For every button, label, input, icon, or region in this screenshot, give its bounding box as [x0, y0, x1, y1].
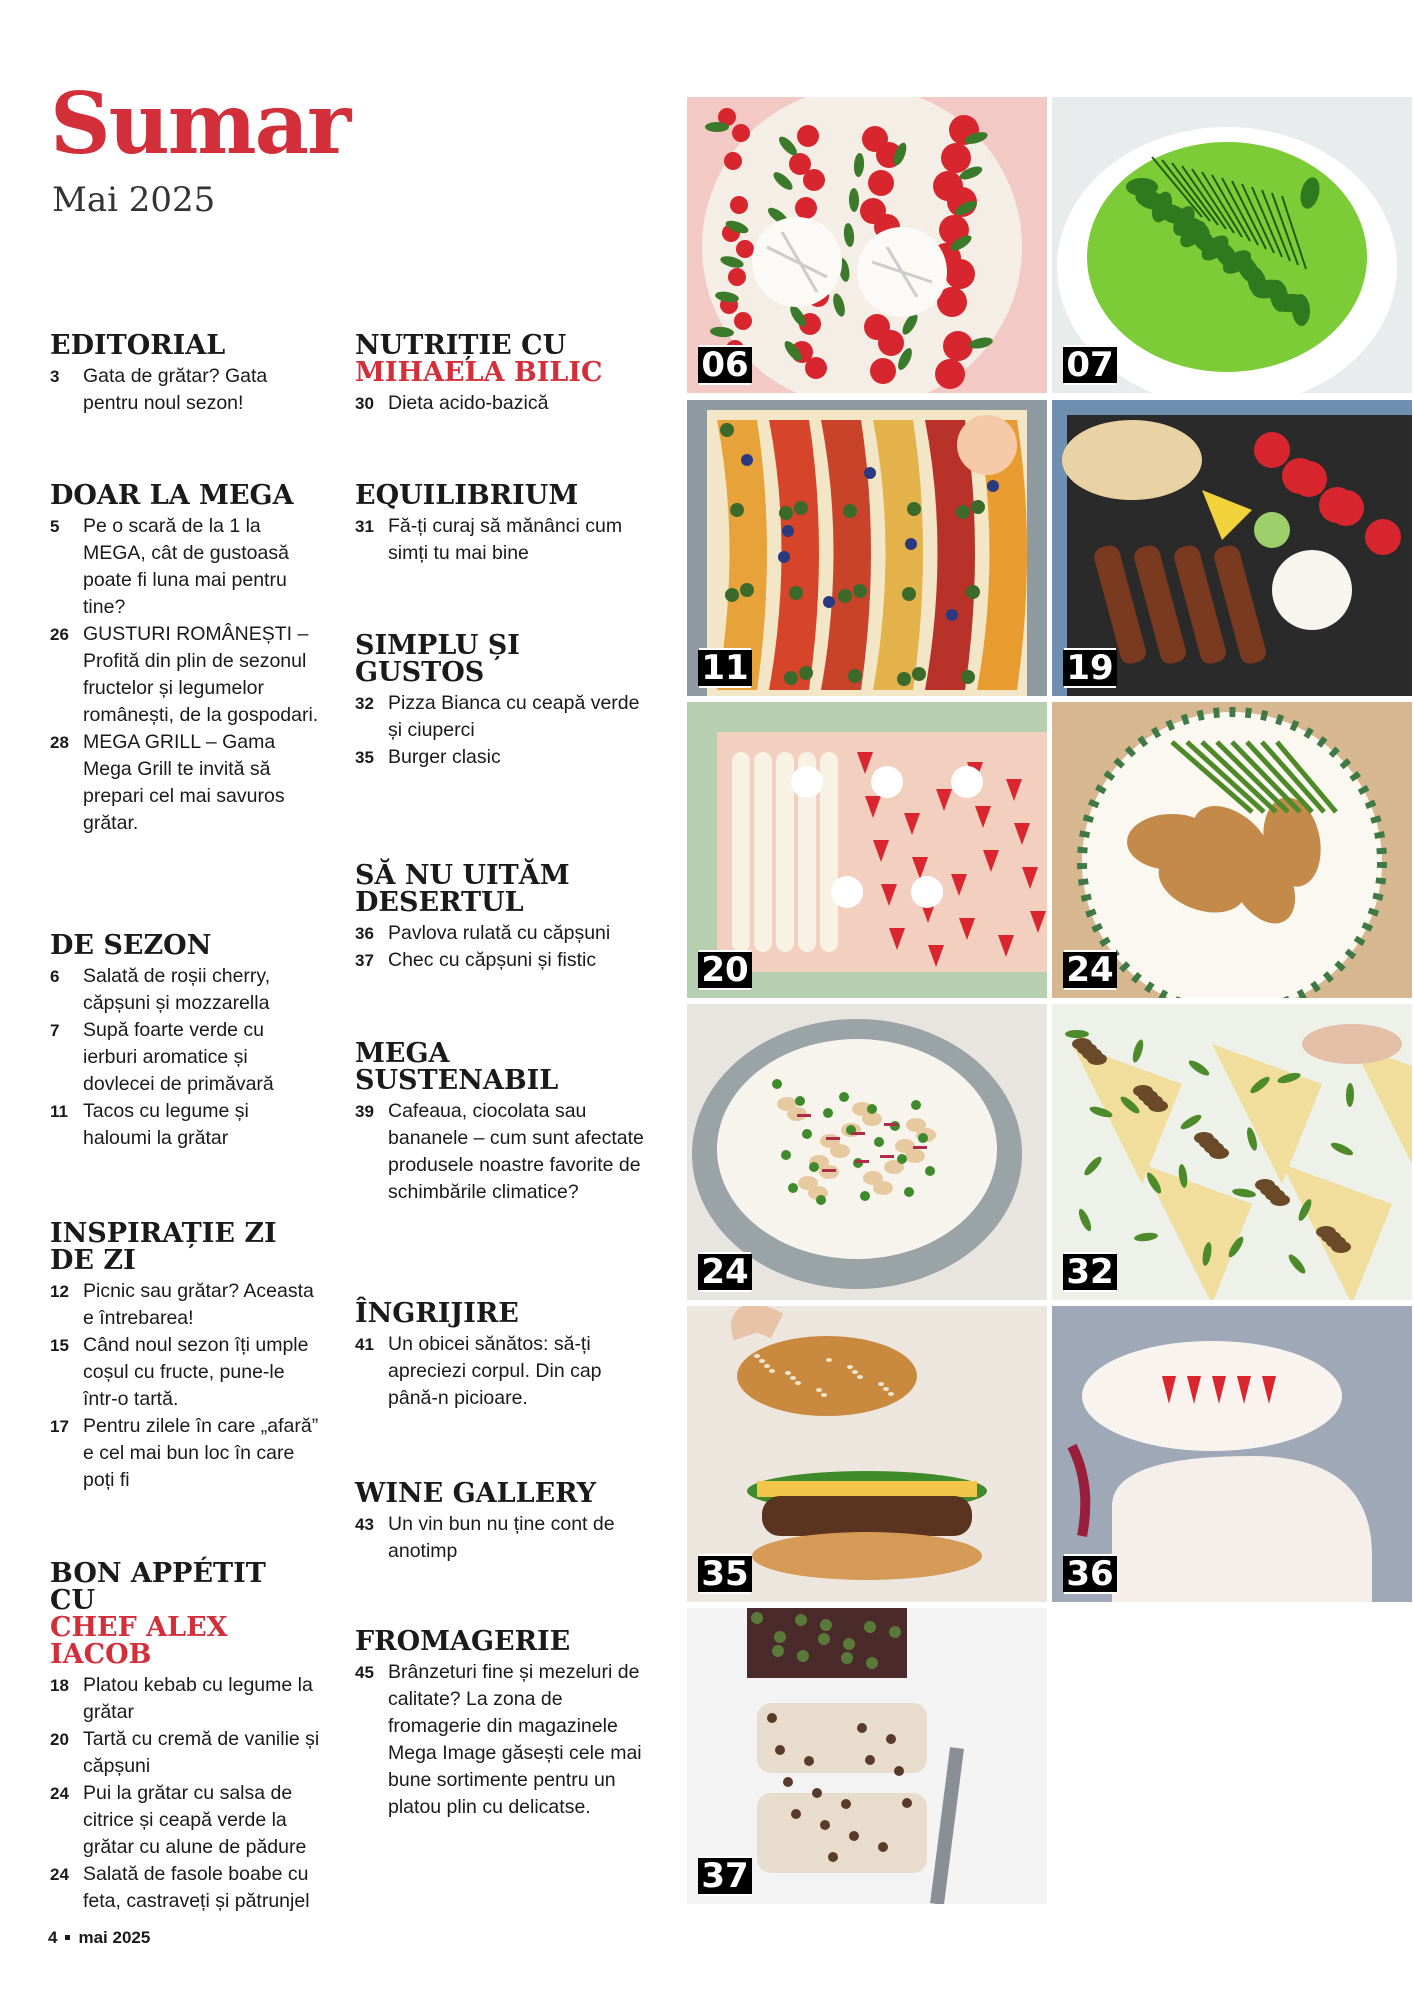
- section-title-text: EQUILIBRIUM: [355, 480, 579, 511]
- contents-entry[interactable]: [355, 1511, 645, 1565]
- section-title: [355, 482, 645, 509]
- photo-tacos-legume-haloumi[interactable]: [687, 400, 1047, 696]
- photo-platou-kebab[interactable]: [1052, 400, 1412, 696]
- section-title-text: BON APPÉTIT CU: [50, 1558, 266, 1616]
- entry-title: Pe o scară de la 1 la MEGA, cât de gustoasă poate fi luna mai pentru tine?: [83, 515, 289, 618]
- page-badge: [1064, 1252, 1116, 1292]
- photo-supa-verde[interactable]: [1052, 97, 1412, 393]
- separator-dot: [65, 1935, 70, 1940]
- contents-entry[interactable]: [50, 1861, 320, 1915]
- section-title-text: SĂ NU UITĂM DESERTUL: [355, 860, 570, 918]
- contents-entry[interactable]: [50, 1780, 320, 1861]
- page-badge-number: 19: [1063, 650, 1116, 686]
- contents-entry[interactable]: [50, 1726, 320, 1780]
- entry-title: Picnic sau grătar? Aceasta e întrebarea!: [83, 1280, 314, 1329]
- page-badge-number: 36: [1063, 1556, 1116, 1592]
- page-number: 4: [48, 1928, 58, 1947]
- photo-burger-clasic[interactable]: [687, 1306, 1047, 1602]
- entry-title: Pui la grătar cu salsa de citrice și ceapă verde la grătar cu alune de pădure: [83, 1782, 307, 1858]
- entry-title: Un vin bun nu ține cont de anotimp: [388, 1513, 615, 1562]
- entry-title: Salată de roșii cherry, căpșuni și mozzarella: [83, 965, 271, 1014]
- entry-page-number: 24: [50, 1865, 69, 1884]
- entry-title: Tacos cu legume și haloumi la grătar: [83, 1100, 249, 1149]
- contents-entry[interactable]: [355, 947, 645, 974]
- section-title: [355, 332, 645, 386]
- section-title: [50, 932, 320, 959]
- page-badge: [1064, 1554, 1116, 1594]
- section: [355, 332, 645, 417]
- section-title: [355, 1040, 645, 1094]
- entry-title: Cafeaua, ciocolata sau bananele – cum sunt afectate produsele noastre favorite de schimbările climatice?: [388, 1100, 644, 1203]
- page-badge-number: 06: [698, 347, 751, 383]
- contents-entry[interactable]: [355, 513, 645, 567]
- section: [50, 1220, 320, 1494]
- page-badge: [699, 950, 751, 990]
- entry-title: Brânzeturi fine și mezeluri de calitate? La zona de fromagerie din magazinele Mega Image găsești cele mai bune sortimente pentru un platou plin cu delicatse.: [388, 1661, 642, 1818]
- issue-label: mai 2025: [78, 1928, 151, 1947]
- section-title: [50, 482, 320, 509]
- page-badge-number: 35: [698, 1556, 751, 1592]
- entry-title: MEGA GRILL – Gama Mega Grill te invită să prepari cel mai savuros grătar.: [83, 731, 285, 834]
- section-title-accent: MIHAELA BILIC: [355, 357, 603, 388]
- page-subtitle: Mai 2025: [52, 180, 216, 220]
- page-title: Sumar: [50, 74, 350, 173]
- entry-page-number: 6: [50, 967, 60, 986]
- section-title-text: EDITORIAL: [50, 330, 226, 361]
- section: [355, 862, 645, 974]
- page-badge: [1064, 648, 1116, 688]
- contents-entry[interactable]: [355, 1331, 645, 1412]
- entry-page-number: 26: [50, 625, 69, 644]
- entry-title: Tartă cu cremă de vanilie și căpșuni: [83, 1728, 320, 1777]
- entry-title: Un obicei sănătos: să-ți apreciezi corpul. Din cap până-n picioare.: [388, 1333, 602, 1409]
- contents-entry[interactable]: [355, 390, 645, 417]
- entry-title: Supă foarte verde cu ierburi aromatice și dovlecei de primăvară: [83, 1019, 274, 1095]
- section-title-text: INSPIRAȚIE ZI DE ZI: [50, 1218, 277, 1276]
- entry-title: Pentru zilele în care „afară” e cel mai bun loc în care poți fi: [83, 1415, 319, 1491]
- contents-entry[interactable]: [50, 513, 320, 621]
- section-title: [355, 1480, 645, 1507]
- photo-salata-rosii-capsuni-mozzarella[interactable]: [687, 97, 1047, 393]
- contents-entry[interactable]: [355, 1659, 645, 1821]
- page-footer: [48, 1928, 150, 1948]
- section-title-text: DE SEZON: [50, 930, 212, 961]
- entry-page-number: 15: [50, 1336, 69, 1355]
- section-title: [355, 632, 645, 686]
- section: [50, 932, 320, 1152]
- contents-entry[interactable]: [355, 920, 645, 947]
- contents-entry[interactable]: [355, 744, 645, 771]
- section: [355, 632, 645, 771]
- entry-page-number: 32: [355, 694, 374, 713]
- photo-chec-capsuni-fistic[interactable]: [687, 1608, 1047, 1904]
- page-badge: [1064, 950, 1116, 990]
- entry-title: GUSTURI ROMÂNEȘTI – Profită din plin de sezonul fructelor și legumelor românești, de la gospodari.: [83, 623, 319, 726]
- page-badge: [699, 1856, 751, 1896]
- entry-page-number: 37: [355, 951, 374, 970]
- section-title: [355, 1628, 645, 1655]
- page-badge-number: 07: [1063, 347, 1116, 383]
- page-badge-number: 24: [698, 1254, 751, 1290]
- section: [50, 482, 320, 837]
- entry-page-number: 24: [50, 1784, 69, 1803]
- page-badge: [1064, 345, 1116, 385]
- contents-entry[interactable]: [355, 1098, 645, 1206]
- contents-entry[interactable]: [50, 1098, 320, 1152]
- entry-page-number: 7: [50, 1021, 60, 1040]
- photo-pizza-bianca[interactable]: [1052, 1004, 1412, 1300]
- entry-title: Fă-ți curaj să mănânci cum simți tu mai bine: [388, 515, 623, 564]
- entry-page-number: 3: [50, 367, 60, 386]
- entry-page-number: 5: [50, 517, 60, 536]
- contents-entry[interactable]: [50, 1278, 320, 1332]
- section-title-text: FROMAGERIE: [355, 1626, 571, 1657]
- entry-title: Chec cu căpșuni și fistic: [388, 949, 597, 971]
- section-title: [50, 332, 320, 359]
- page-badge-number: 32: [1063, 1254, 1116, 1290]
- entry-page-number: 11: [50, 1102, 68, 1121]
- page-badge-number: 11: [698, 650, 751, 686]
- contents-entry[interactable]: [50, 1413, 320, 1494]
- entry-title: Dieta acido-bazică: [388, 392, 549, 414]
- contents-entry[interactable]: [50, 621, 320, 729]
- section-title-text: NUTRIȚIE CU: [355, 330, 567, 361]
- entry-page-number: 39: [355, 1102, 374, 1121]
- section-title: [355, 862, 645, 916]
- entry-page-number: 31: [355, 517, 374, 536]
- entry-page-number: 41: [355, 1335, 374, 1354]
- entry-title: Când noul sezon îți umple coșul cu fructe, pune-le într-o tartă.: [83, 1334, 309, 1410]
- contents-entry[interactable]: [50, 1332, 320, 1413]
- entry-page-number: 12: [50, 1282, 69, 1301]
- entry-title: Pizza Bianca cu ceapă verde și ciuperci: [388, 692, 640, 741]
- entry-page-number: 17: [50, 1417, 69, 1436]
- entry-title: Burger clasic: [388, 746, 501, 768]
- contents-entry[interactable]: [50, 729, 320, 837]
- section: [50, 332, 320, 417]
- contents-entry[interactable]: [50, 963, 320, 1017]
- section-title-text: DOAR LA MEGA: [50, 480, 294, 511]
- entry-page-number: 45: [355, 1663, 374, 1682]
- page-badge: [699, 345, 751, 385]
- entry-page-number: 43: [355, 1515, 374, 1534]
- page-badge-number: 37: [698, 1858, 751, 1894]
- entry-title: Salată de fasole boabe cu feta, castraveți și pătrunjel: [83, 1863, 310, 1912]
- section-title-text: MEGA SUSTENABIL: [355, 1038, 559, 1096]
- section: [50, 1560, 320, 1915]
- entry-page-number: 36: [355, 924, 374, 943]
- entry-title: Gata de grătar? Gata pentru noul sezon!: [83, 365, 268, 414]
- section-title: [50, 1220, 320, 1274]
- page-badge-number: 20: [698, 952, 751, 988]
- contents-entry[interactable]: [50, 1672, 320, 1726]
- entry-page-number: 35: [355, 748, 374, 767]
- section: [355, 1040, 645, 1206]
- entry-page-number: 30: [355, 394, 374, 413]
- photo-tarta-capsuni[interactable]: [687, 702, 1047, 998]
- entry-title: Platou kebab cu legume la grătar: [83, 1674, 313, 1723]
- contents-entry[interactable]: [50, 363, 320, 417]
- section-title: [50, 1560, 320, 1668]
- section-title-text: ÎNGRIJIRE: [355, 1298, 519, 1329]
- entry-title: Pavlova rulată cu căpșuni: [388, 922, 611, 944]
- contents-entry[interactable]: [355, 690, 645, 744]
- page-badge: [699, 1252, 751, 1292]
- photo-pui-la-gratar[interactable]: [1052, 702, 1412, 998]
- section: [355, 1300, 645, 1412]
- photo-salata-fasole[interactable]: [687, 1004, 1047, 1300]
- section: [355, 1628, 645, 1821]
- page-badge-number: 24: [1063, 952, 1116, 988]
- entry-page-number: 28: [50, 733, 69, 752]
- section-title-text: WINE GALLERY: [355, 1478, 597, 1509]
- entry-page-number: 20: [50, 1730, 69, 1749]
- section-title-text: SIMPLU ȘI GUSTOS: [355, 630, 520, 688]
- photo-pavlova-rulata[interactable]: [1052, 1306, 1412, 1602]
- page-badge: [699, 648, 751, 688]
- page-badge: [699, 1554, 751, 1594]
- section-title: [355, 1300, 645, 1327]
- entry-page-number: 18: [50, 1676, 69, 1695]
- section: [355, 482, 645, 567]
- section: [355, 1480, 645, 1565]
- contents-entry[interactable]: [50, 1017, 320, 1098]
- section-title-accent: CHEF ALEX IACOB: [50, 1612, 228, 1670]
